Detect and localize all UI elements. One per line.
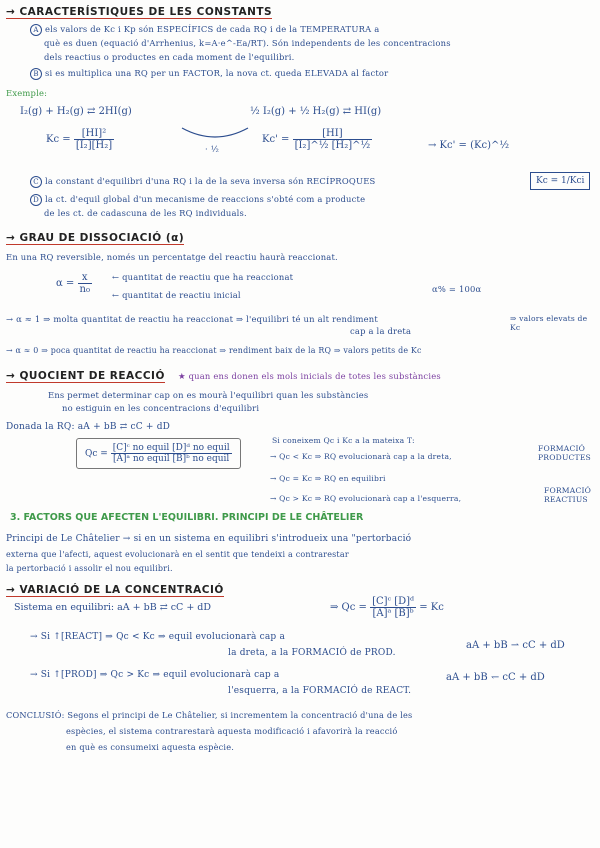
qc-den: [A]ᵃ no equil [B]ᵇ no equil	[113, 454, 230, 464]
conclusion-line1: CONCLUSIÓ: Segons el principi de Le Châtelier, si incrementem la concentració d'una de les	[6, 710, 413, 720]
alpha-den: n₀	[79, 284, 90, 295]
factor-label: · ½	[205, 144, 220, 154]
system-qc-end: = Kc	[419, 602, 444, 613]
point-b	[30, 68, 388, 80]
conclusion-line3: en què es consumeixi aquesta espècie.	[66, 742, 235, 752]
system-qc	[330, 596, 444, 619]
system-qc-fraction	[370, 596, 416, 619]
qc-fraction	[111, 443, 232, 464]
point-a	[30, 24, 379, 36]
x-description: ← quantitat de reactiu que ha reaccionat	[112, 272, 294, 282]
point-a-line2: què es duen (equació d'Arrhenius, k=A·e^-Ea/RT). Són independents de les concentracions	[44, 38, 451, 48]
alpha-num: x	[78, 272, 92, 284]
alpha-high-rule: → α ≈ 1 ⇒ molta quantitat de reactiu ha reaccionat ⇒ l'equilibri té un alt rendiment	[6, 314, 378, 324]
marker-b: B	[30, 68, 42, 80]
dissociation-intro: En una RQ reversible, només un percentatge del reactiu haurà reaccionat.	[6, 252, 338, 262]
equation-2: ½ I₂(g) + ½ H₂(g) ⇄ HI(g)	[250, 106, 382, 117]
point-c	[30, 176, 375, 188]
compare-greater: → Qc > Kc ⇒ RQ evolucionarà cap a l'esquerra,	[270, 494, 462, 503]
conclusion-line2: espècies, el sistema contrarestarà aquesta modificació i afavorirà la reacció	[66, 726, 398, 736]
kc2-den: [I₂]^½ [H₂]^½	[294, 140, 371, 151]
factor-arc	[180, 124, 250, 144]
section-title-dissociation: → GRAU DE DISSOCIACIÓ (α)	[6, 232, 185, 244]
react-equation: aA + bB ⇀ cC + dD	[466, 640, 565, 651]
point-c-line: la constant d'equilibri d'una RQ i la de la seva inversa són RECÍPROQUES	[45, 176, 376, 186]
prod-rule2: l'esquerra, a la FORMACIÓ de REACT.	[228, 686, 412, 696]
kc2-num: [HI]	[293, 128, 373, 140]
reciprocal-box: Kc = 1/Kci	[530, 172, 590, 190]
system-qc-den: [A]ᵃ [B]ᵇ	[372, 608, 414, 619]
compare-greater-result: FORMACIÓ REACTIUS	[544, 486, 592, 504]
kc1-num: [HI]²	[74, 128, 114, 140]
marker-a: A	[30, 24, 42, 36]
equation-1: I₂(g) + H₂(g) ⇄ 2HI(g)	[20, 106, 132, 117]
qc-label: Qc =	[85, 449, 108, 459]
point-d-line1: la ct. d'equil global d'un mecanisme de reaccions s'obté com a producte	[45, 194, 366, 204]
alpha-high-rule-cont: cap a la dreta	[350, 326, 412, 336]
kc2-relation: → Kc' = (Kc)^½	[428, 140, 510, 151]
given-reaction: Donada la RQ: aA + bB ⇄ cC + dD	[6, 422, 171, 432]
react-rule1: → Si ↑[REACT] ⇒ Qc < Kc ⇒ equil evolucionarà cap a	[30, 632, 286, 642]
prod-rule1: → Si ↑[PROD] ⇒ Qc > Kc ⇒ equil evolucionarà cap a	[30, 670, 280, 680]
prod-equation: aA + bB ↽ cC + dD	[446, 672, 545, 683]
n0-description: ← quantitat de reactiu inicial	[112, 290, 241, 300]
chatelier-line3: la pertorbació i assolir el nou equilibri.	[6, 564, 173, 573]
alpha-fraction	[78, 272, 92, 295]
point-a-line1: els valors de Kc i Kp són ESPECÍFICS de cada RQ i de la TEMPERATURA a	[45, 24, 380, 34]
chatelier-line1: Principi de Le Châtelier → si en un sistema en equilibri s'introdueix una "pertorbació	[6, 534, 412, 544]
react-rule2: la dreta, a la FORMACIÓ de PROD.	[228, 648, 396, 658]
point-d-line2: de les ct. de cadascuna de les RQ individuals.	[44, 208, 247, 218]
alpha-label: α =	[56, 278, 75, 289]
section-title-factors: 3. FACTORS QUE AFECTEN L'EQUILIBRI. PRINCIPI DE LE CHÂTELIER	[10, 512, 364, 523]
system-qc-num: [C]ᶜ [D]ᵈ	[372, 596, 415, 607]
system-equation: Sistema en equilibri: aA + bB ⇄ cC + dD	[14, 602, 212, 613]
section-title-concentration: → VARIACIÓ DE LA CONCENTRACIÓ	[6, 584, 224, 596]
alpha-formula	[56, 272, 92, 295]
quotient-subtitle: ★ quan ens donen els mols inicials de totes les substàncies	[178, 371, 441, 381]
kc1-den: [I₂][H₂]	[75, 140, 113, 151]
kc1-fraction	[74, 128, 114, 151]
kc1-label: Kc =	[46, 134, 71, 145]
point-d	[30, 194, 365, 206]
compare-less-result: FORMACIÓ PRODUCTES	[538, 444, 591, 462]
qc-box	[76, 438, 241, 469]
alpha-percent: α% = 100α	[432, 284, 482, 294]
compare-intro: Si coneixem Qc i Kc a la mateixa T:	[272, 436, 415, 445]
point-b-line: si es multiplica una RQ per un FACTOR, la nova ct. queda ELEVADA al factor	[45, 68, 389, 78]
kc2-label: Kc' =	[262, 134, 290, 145]
alpha-low-rule: → α ≈ 0 ⇒ poca quantitat de reactiu ha reaccionat ⇒ rendiment baix de la RQ ⇒ valors petits de Kc	[6, 346, 422, 355]
kc2-fraction	[293, 128, 373, 151]
example-label: Exemple:	[6, 88, 48, 98]
compare-equal: → Qc = Kc ⇒ RQ en equilibri	[270, 474, 386, 483]
kc2	[262, 128, 372, 151]
alpha-high-result: ⇒ valors elevats de Kc	[510, 314, 588, 332]
quotient-intro1: Ens permet determinar cap on es mourà l'equilibri quan les substàncies	[48, 390, 369, 400]
section-title-quotient: → QUOCIENT DE REACCIÓ	[6, 370, 165, 382]
compare-less: → Qc < Kc ⇒ RQ evolucionarà cap a la dreta,	[270, 452, 452, 461]
chatelier-line2: externa que l'afecti, aquest evolucionarà en el sentit que tendeixi a contrarestar	[6, 550, 349, 559]
system-qc-label: ⇒ Qc =	[330, 602, 367, 613]
point-a-line3: dels reactius o productes en cada moment de l'equilibri.	[44, 52, 295, 62]
marker-c: C	[30, 176, 42, 188]
kc1	[46, 128, 114, 151]
marker-d: D	[30, 194, 42, 206]
qc-num: [C]ᶜ no equil [D]ᵈ no equil	[112, 443, 230, 453]
section-title-constants: → CARACTERÍSTIQUES DE LES CONSTANTS	[6, 6, 273, 18]
quotient-intro2: no estiguin en les concentracions d'equilibri	[62, 403, 260, 413]
